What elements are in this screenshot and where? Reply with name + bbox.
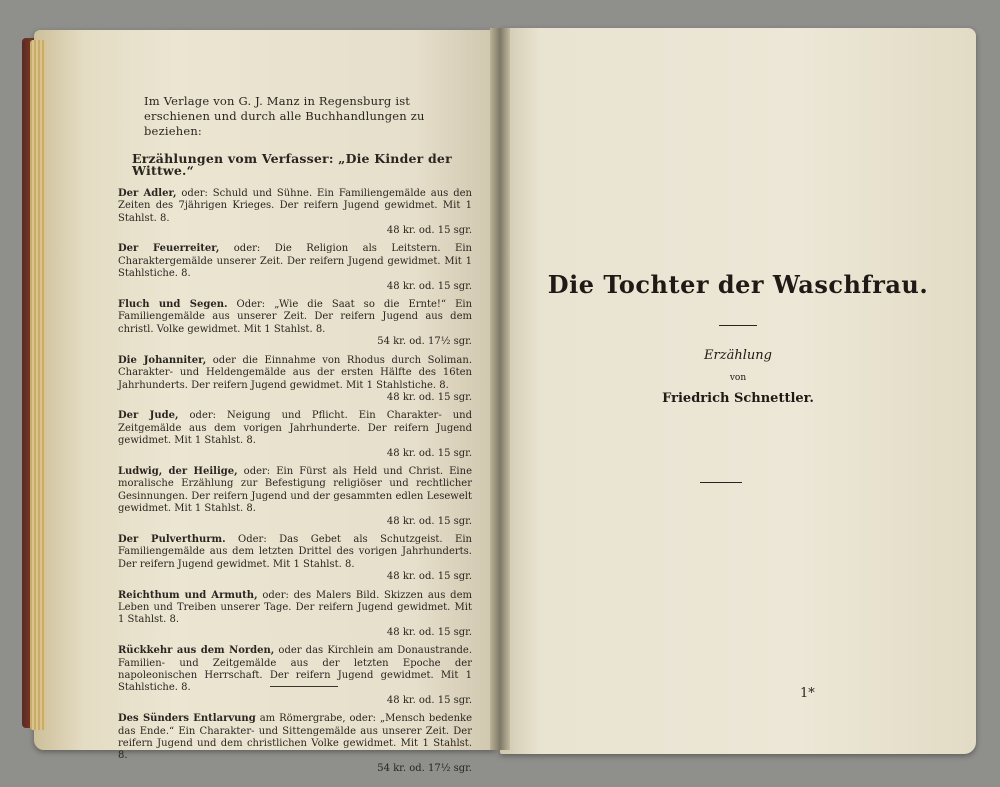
book-title: Die Tochter der Waschfrau. xyxy=(547,270,929,299)
book-entry-description: oder: des Malers Bild. Skizzen aus dem Leben und Treiben unserer Tage. Der reifern Jugend gewidmet. Mit 1 Stahlst. 8. xyxy=(118,589,472,626)
book-entry-title: Der Pulverthurm. xyxy=(118,533,226,545)
book-entry-price: 48 kr. od. 15 sgr. xyxy=(386,391,472,403)
book-entry-description: oder: Schuld und Sühne. Ein Familiengemälde aus den Zeiten des 7jährigen Krieges. Der reifern Jugend gewidmet. Mit 1 Stahlst. 8. xyxy=(118,187,472,224)
book-entry-title: Der Jude, xyxy=(118,410,179,422)
page-number: 1* xyxy=(800,686,815,701)
book-entry-title: Fluch und Segen. xyxy=(118,299,228,311)
book-entry xyxy=(118,466,472,528)
book-entry xyxy=(118,243,472,293)
book-entry-description: am Römergrabe, oder: „Mensch bedenke das Ende.“ Ein Charakter- und Sittengemälde aus unserer Zeit. Der reifern Jugend und dem christlichen Volke gewidmet. Mit 1 Stahlst. 8. xyxy=(118,713,472,762)
book-entry xyxy=(118,355,472,405)
book-entry xyxy=(118,188,472,238)
title-rule xyxy=(719,325,757,326)
book-entry-description: oder: Die Religion als Leitstern. Ein Charaktergemälde unserer Zeit. Der reifern Jugend gewidmet. Mit 1 Stahlstiche. 8. xyxy=(118,243,472,280)
book-entry-price: 48 kr. od. 15 sgr. xyxy=(386,280,472,292)
book-entry-title: Der Feuerreiter, xyxy=(118,243,220,255)
book-entry xyxy=(118,590,472,640)
book-entry-description: Oder: „Wie die Saat so die Ernte!“ Ein Familiengemälde aus unserer Zeit. Der reifern Jugend aus dem christl. Volke gewidmet. Mit 1 Stahlst. 8. xyxy=(118,299,473,335)
book-entry-price: 48 kr. od. 15 sgr. xyxy=(386,225,472,237)
book-entry-title: Rückkehr aus dem Norden, xyxy=(118,645,275,657)
book-entry-description: oder: Ein Fürst als Held und Christ. Eine moralische Erzählung zur Befestigung religiöser und rechtlicher Gesinnungen. Der reifern Jugend und der gesammten edlen Lesewelt gewidmet. Mit 1 Stahlst. 8. xyxy=(118,465,472,515)
book-entry-title: Reichthum und Armuth, xyxy=(118,589,258,601)
book-entry-price: 54 kr. od. 17½ sgr. xyxy=(377,762,472,774)
book-entry-description: Oder: Das Gebet als Schutzgeist. Ein Familiengemälde aus dem letzten Drittel des vorigen Jahrhunderts. Der reifern Jugend gewidmet. Mit 1 Stahlst. 8. xyxy=(118,533,472,570)
publisher-line: Im Verlage von G. J. Manz in Regensburg ist erschienen und durch alle Buchhandlungen zu beziehen: xyxy=(144,94,425,138)
left-page-rule xyxy=(270,686,338,687)
book-entry-title: Der Adler, xyxy=(118,187,177,199)
book-entry xyxy=(118,410,472,460)
book-entry-description: oder: Neigung und Pflicht. Ein Charakter- und Zeitgemälde aus dem vorigen Jahrhunderte. Der reifern Jugend gewidmet. Mit 1 Stahlst. 8. xyxy=(118,410,473,447)
book-entry-price: 48 kr. od. 15 sgr. xyxy=(386,571,472,583)
book-entry-price: 48 kr. od. 15 sgr. xyxy=(386,626,472,638)
book-entry xyxy=(118,645,472,707)
book-entry-description: oder die Einnahme von Rhodus durch Soliman. Charakter- und Heldengemälde aus der ersten Hälfte des 16ten Jahrhunderts. Der reifern Jugend gewidmet. Mit 1 Stahlstiche. 8. xyxy=(118,354,472,391)
book-entry xyxy=(118,713,472,775)
book-list xyxy=(118,188,472,775)
book-entry-price: 48 kr. od. 15 sgr. xyxy=(386,694,472,706)
book-entry-price: 54 kr. od. 17½ sgr. xyxy=(377,336,472,348)
book-entry-title: Des Sünders Entlarvung xyxy=(118,713,256,725)
section-heading: Erzählungen vom Verfasser: „Die Kinder der Wittwe.“ xyxy=(132,151,452,179)
book-entry-price: 48 kr. od. 15 sgr. xyxy=(386,447,472,459)
book-entry-price: 48 kr. od. 15 sgr. xyxy=(386,515,472,527)
title-block xyxy=(500,270,976,406)
page-stack-edge xyxy=(30,40,46,730)
book-subtitle: Erzählung xyxy=(704,348,772,363)
by-word: von xyxy=(729,373,747,383)
book-entry xyxy=(118,299,472,349)
book-entry-title: Die Johanniter, xyxy=(118,354,207,366)
book-entry-title: Ludwig, der Heilige, xyxy=(118,465,238,477)
book-entry-description: oder das Kirchlein am Donaustrande. Familien- und Zeitgemälde aus der letzten Epoche der napoleonischen Herrschaft. Der reifern Jugend gewidmet. Mit 1 Stahlstiche. 8. xyxy=(118,645,473,694)
author-name: Friedrich Schnettler. xyxy=(662,391,814,406)
author-rule xyxy=(700,482,742,483)
book-entry xyxy=(118,534,472,584)
advertisement-column xyxy=(118,94,472,781)
